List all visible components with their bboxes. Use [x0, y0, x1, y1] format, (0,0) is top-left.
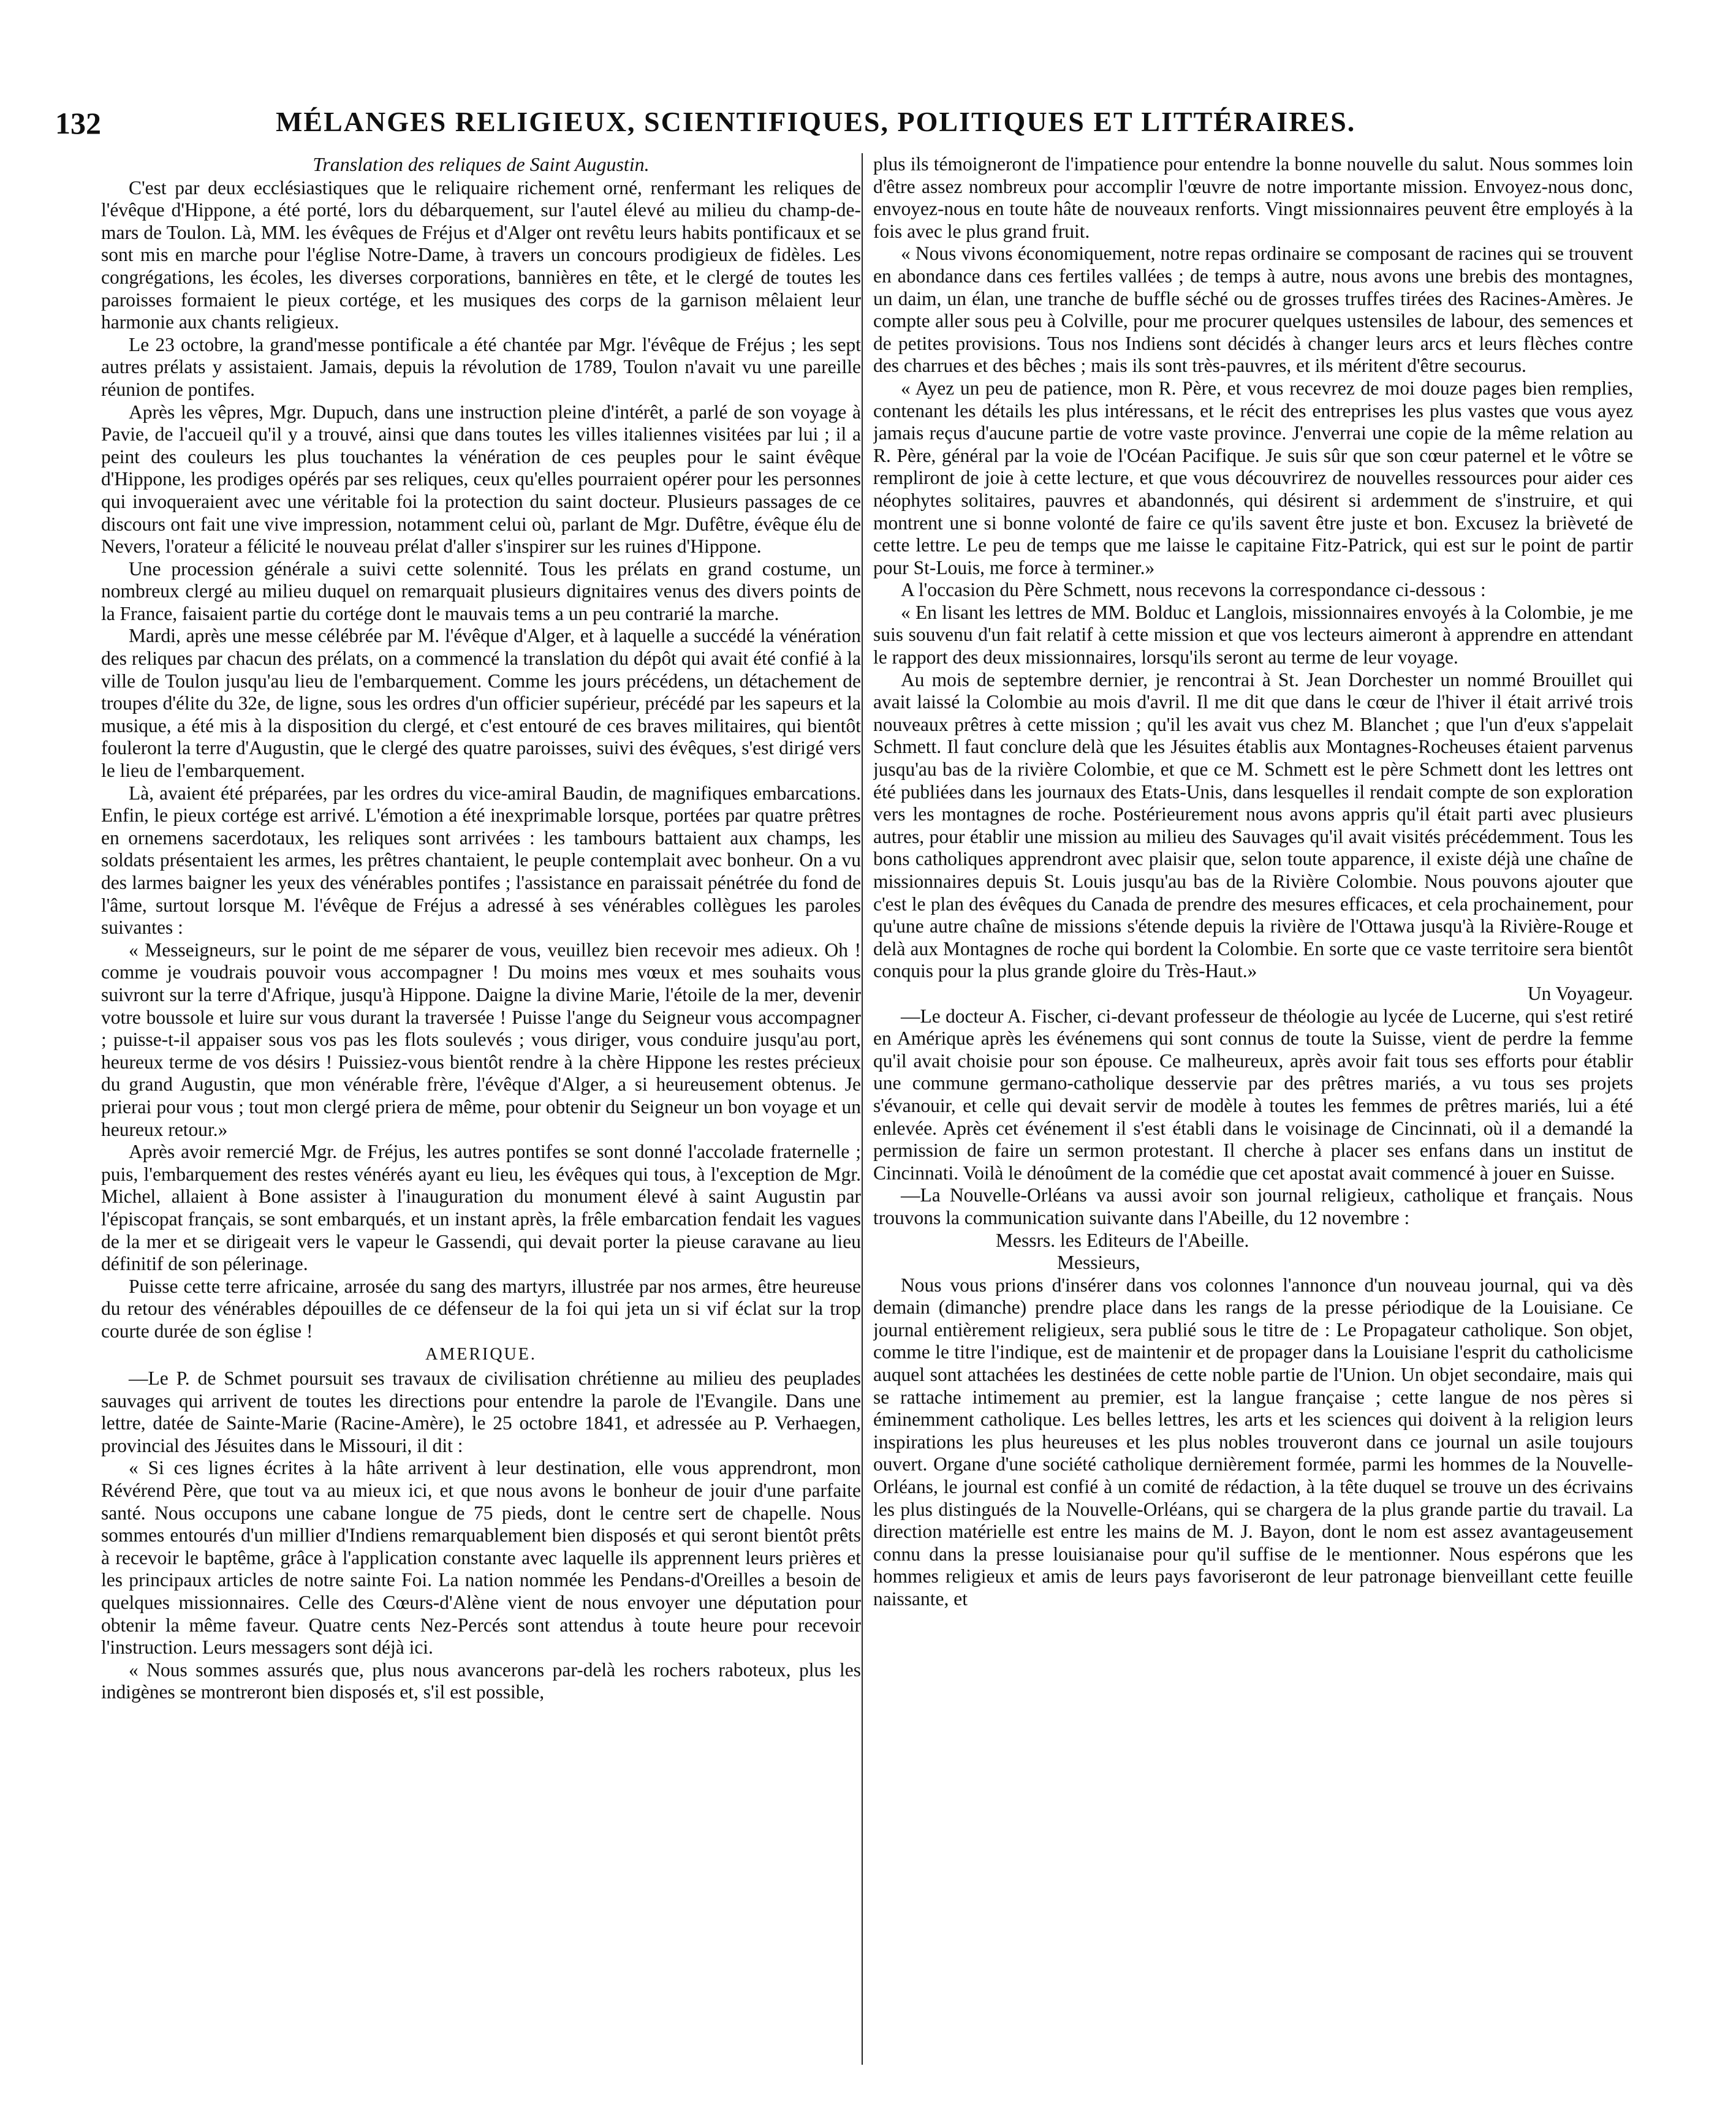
- paragraph: Après les vêpres, Mgr. Dupuch, dans une instruction pleine d'intérêt, a parlé de son voyage à Pavie, de l'accueil qu'il y a trouvé, ainsi que dans toutes les villes italiennes visitées par lui ; il a peint des couleurs les plus touchantes la vénération de ces peuples pour le saint évêque d'Hippone, les prodiges opérés par ses reliques, ceux qu'elles pourraient opérer pour les personnes qui invoqueraient avec une véritable foi la protection du saint docteur. Plusieurs passages de ce discours ont fait une vive impression, notamment celui où, parlant de Mgr. Dufêtre, évêque élu de Nevers, l'orateur a félicité le nouveau prélat d'aller s'inspirer sur les ruines d'Hippone.: [101, 401, 861, 558]
- paragraph: A l'occasion du Père Schmett, nous recevons la correspondance ci-dessous :: [901, 579, 1486, 601]
- section-heading: AMERIQUE.: [425, 1345, 537, 1364]
- paragraph: Après avoir remercié Mgr. de Fréjus, les autres pontifes se sont donné l'accolade fraternelle ; puis, l'embarquement des restes vénérés ayant eu lieu, les évêques qui tous, à l'exception de Mgr. Michel, allaient à Bone assister à l'inauguration du monument élevé à saint Augustin par l'épiscopat français, se sont embarqués, et un instant après, la frêle embarcation fendait les vagues de la mer et se dirigeait vers le vapeur le Gassendi, qui devait porter la pieuse caravane au lieu définitif de son pélerinage.: [101, 1141, 861, 1275]
- paragraph: « Nous vivons économiquement, notre repas ordinaire se composant de racines qui se trouvent en abondance dans ces fertiles vallées ; de temps à autre, nous avons une brebis des montagnes, un daim, un élan, une tranche de buffle séché ou de grosses truffes tirées des Racines-Amères. Je compte aller sous peu à Colville, pour me procurer quelques ustensiles de labour, des semences et de petites provisions. Tous nos Indiens sont décidés à changer leurs arcs et leurs flèches contre des charrues et des bêches ; mais ils sont très-pauvres, et ils méritent d'être secourus.: [873, 243, 1633, 377]
- signature: Un Voyageur.: [1527, 982, 1633, 1004]
- paragraph: « Nous sommes assurés que, plus nous avancerons par-delà les rochers raboteux, plus les indigènes se montreront bien disposés et, s'il est possible,: [101, 1659, 861, 1703]
- paragraph: C'est par deux ecclésiastiques que le reliquaire richement orné, renfermant les reliques de l'évêque d'Hippone, a été porté, lors du débarquement, sur l'autel élevé au milieu du champ-de-mars de Toulon. Là, MM. les évêques de Fréjus et d'Alger ont revêtu leurs habits pontificaux et se sont mis en marche pour l'église Notre-Dame, à travers un concours prodigieux de fidèles. Les congrégations, les écoles, les diverses corporations, bannières en tête, et le clergé de toutes les paroisses formaient le pieux cortége, et les musiques des corps de la garnison mêlaient leur harmonie aux chants religieux.: [101, 176, 861, 333]
- paragraph: —Le docteur A. Fischer, ci-devant professeur de théologie au lycée de Lucerne, qui s'est retiré en Amérique après les événemens qui sont connus de toute la Suisse, vient de perdre la femme qu'il avait choisie pour son épouse. Ce malheureux, après avoir fait tous ses efforts pour établir une commune germano-catholique desservie par des prêtres mariés, a vu tous ses projets s'évanouir, et celle qui devait servir de modèle à toutes les femmes de prêtres mariés, lui a été enlevée. Après cet événement il s'est établi dans le voisinage de Cincinnati, où il a demandé la permission de faire un sermon protestant. Il cherche à placer ses enfans dans un institut de Cincinnati. Voilà le dénoûment de la comédie que cet apostat avait commencé à jouer en Suisse.: [873, 1005, 1633, 1184]
- right-column: [873, 153, 1633, 2065]
- paragraph: Le 23 octobre, la grand'messe pontificale a été chantée par Mgr. l'évêque de Fréjus ; les sept autres prélats y assistaient. Jamais, depuis la révolution de 1789, Toulon n'avait vu une pareille réunion de pontifes.: [101, 333, 861, 400]
- paragraph: Nous vous prions d'insérer dans vos colonnes l'annonce d'un nouveau journal, qui va dès demain (dimanche) prendre place dans les rangs de la presse périodique de la Louisiane. Ce journal entièrement religieux, sera publié sous le titre de : Le Propagateur catholique. Son objet, comme le titre l'indique, est de maintenir et de propager dans la Louisiane l'esprit du catholicisme auquel sont attachées les destinées de cette noble partie de l'Union. Un objet secondaire, mais qui se rattache intimement au premier, est la langue française ; cette langue de nos pères si éminemment catholique. Les belles lettres, les arts et les sciences qui doivent à la religion leurs inspirations les plus heureuses et les plus nobles trouveront dans ce journal un asile toujours ouvert. Organe d'une société catholique dernièrement formée, parmi les hommes de la Nouvelle-Orléans, le journal est confié à un comité de rédaction, à la tête duquel se trouve un des écrivains les plus distingués de la Nouvelle-Orléans, qui se chargera de la plus grande partie du travail. La direction matérielle est entre les mains de M. J. Bayon, dont le nom est assez avantageusement connu dans la presse louisianaise pour qu'il suffise de le mentionner. Nous espérons que les hommes religieux et amis de leurs pays favoriseront de leur patronage bienveillant cette feuille naissante, et: [873, 1274, 1633, 1610]
- page-header: [55, 92, 1710, 153]
- paragraph: plus ils témoigneront de l'impatience pour entendre la bonne nouvelle du salut. Nous sommes loin d'être assez nombreux pour accomplir l'œuvre de notre importante mission. Envoyez-nous donc, envoyez-nous en toute hâte de nouveaux renforts. Vingt missionnaires peuvent être employés à la fois avec le plus grand fruit.: [873, 153, 1633, 242]
- page-title: MÉLANGES RELIGIEUX, SCIENTIFIQUES, POLITIQUES ET LITTÉRAIRES.: [276, 106, 1356, 137]
- salutation: Messrs. les Editeurs de l'Abeille.: [996, 1229, 1249, 1251]
- paragraph: Une procession générale a suivi cette solennité. Tous les prélats en grand costume, un nombreux clergé au milieu duquel on remarquait plusieurs dignitaires venus des divers points de la France, faisaient partie du cortége dont le mauvais tems a un peu contrarié la marche.: [101, 558, 861, 624]
- paragraph: « Messeigneurs, sur le point de me séparer de vous, veuillez bien recevoir mes adieux. Oh ! comme je voudrais pouvoir vous accompagner ! Du moins mes vœux et mes souhaits vous suivront sur la terre d'Afrique, jusqu'à Hippone. Daigne la divine Marie, l'étoile de la mer, devenir votre boussole et luire sur vous durant la traversée ! Puisse l'ange du Seigneur vous accompagner ; puisse-t-il appaiser sous vos pas les flots soulevés ; vous diriger, vous conduire jusqu'au port, heureux terme de vos désirs ! Puissiez-vous bientôt rendre à la chère Hippone les restes précieux du grand Augustin, que mon vénérable frère, l'évêque d'Alger, a si heureusement obtenus. Je prierai pour vous ; tout mon clergé priera de même, pour obtenir du Seigneur un bon voyage et un heureux retour.»: [101, 939, 861, 1140]
- paragraph: « Ayez un peu de patience, mon R. Père, et vous recevrez de moi douze pages bien remplies, contenant les détails les plus intéressans, et le récit des entreprises les plus vastes que vous ayez jamais reçus d'aucune partie de votre vaste province. J'enverrai une copie de la même relation au R. Père, général par la voie de l'Océan Pacifique. Je suis sûr que son cœur paternel et le vôtre se rempliront de joie à cette lecture, et que vous découvrirez de nouvelles ressources pour aider ces néophytes solitaires, pauvres et abandonnés, qui désirent si ardemment de s'instruire, et qui montrent une si bonne volonté de faire ce qu'ils savent être juste et bon. Excusez la brièveté de cette lettre. Le peu de temps que me laisse le capitaine Fitz-Patrick, qui est sur le point de partir pour St-Louis, me force à terminer.»: [873, 377, 1633, 578]
- paragraph: « Si ces lignes écrites à la hâte arrivent à leur destination, elle vous apprendront, mon Révérend Père, que tout va au mieux ici, et que nous avons le bonheur de jouir d'une parfaite santé. Nous occupons une cabane longue de 75 pieds, dont le centre sert de chapelle. Nous sommes entourés d'un millier d'Indiens remarquablement bien disposés et qui seront bientôt prêts à recevoir le baptême, grâce à l'application constante avec laquelle ils apprennent leurs prières et les principaux articles de notre sainte Foi. La nation nommée les Pendans-d'Oreilles a besoin de quelques missionnaires. Celle des Cœurs-d'Alène vient de nous envoyer une députation pour obtenir la même faveur. Quatre cents Nez-Percés sont attendus à toute heure pour recevoir l'instruction. Leurs messagers sont déjà ici.: [101, 1457, 861, 1659]
- page-number: 132: [55, 106, 101, 140]
- paragraph: « En lisant les lettres de MM. Bolduc et Langlois, missionnaires envoyés à la Colombie, je me suis souvenu d'un fait relatif à cette mission et que vos lecteurs aimeront à apprendre en attendant le rapport des deux missionnaires, lorsqu'ils seront au terme de leur voyage.: [873, 601, 1633, 668]
- column-divider: [862, 153, 863, 2065]
- article-heading: Translation des reliques de Saint Augustin.: [313, 153, 650, 175]
- paragraph: Mardi, après une messe célébrée par M. l'évêque d'Alger, et à laquelle a succédé la vénération des reliques par chacun des prélats, on a commencé la translation du dépôt qui avait été confié à la ville de Toulon jusqu'au lieu de l'embarquement. Comme les jours précédens, un détachement de troupes d'élite du 32e, de ligne, sous les ordres d'un officier supérieur, précédé par les sapeurs et la musique, a été mis à la disposition du clergé, et c'est entouré de ces braves militaires, qui bientôt fouleront la terre d'Augustin, que le clergé des quatre paroisses, suivi des évêques, s'est dirigé vers le lieu de l'embarquement.: [101, 625, 861, 782]
- paragraph: —Le P. de Schmet poursuit ses travaux de civilisation chrétienne au milieu des peuplades sauvages qui arrivent de toutes les directions pour entendre la parole de l'Evangile. Dans une lettre, datée de Sainte-Marie (Racine-Amère), le 25 octobre 1841, et adressée au P. Verhaegen, provincial des Jésuites dans le Missouri, il dit :: [101, 1367, 861, 1456]
- salutation: Messieurs,: [1057, 1252, 1140, 1274]
- left-column: [101, 153, 861, 2065]
- paragraph: Au mois de septembre dernier, je rencontrai à St. Jean Dorchester un nommé Brouillet qui avait laissé la Colombie au mois d'avril. Il me dit que dans le cœur de l'hiver il était arrivé trois nouveaux prêtres à cette mission ; qu'il les avait vus chez M. Blanchet ; que l'un d'eux s'appelait Schmett. Il faut conclure delà que les Jésuites établis aux Montagnes-Rocheuses étaient parvenus jusqu'au bas de la rivière Colombie, et que ce M. Schmett est le père Schmett dont les lettres ont été publiées dans les journaux des Etats-Unis, dans lesquelles il rendait compte de son exploration vers les montagnes de roche. Postérieurement nous avons appris qu'il était parti avec plusieurs autres, pour établir une mission au milieu des Sauvages qu'il avait visités précédemment. Tous les bons catholiques apprendront avec plaisir que, selon toute apparence, il existe déjà une chaîne de missionnaires depuis St. Louis jusqu'au bas de la Rivière Colombie. Nous pouvons ajouter que c'est le plan des évêques du Canada de prendre des mesures efficaces, et cela prochainement, pour qu'une autre chaîne de missions s'étende depuis la rivière de l'Ottawa jusqu'à la Rivière-Rouge et delà aux Montagnes de roche qui bordent la Colombie. En sorte que ce vaste territoire sera bientôt conquis pour la plus grande gloire du Très-Haut.»: [873, 668, 1633, 982]
- paragraph: Là, avaient été préparées, par les ordres du vice-amiral Baudin, de magnifiques embarcations. Enfin, le pieux cortége est arrivé. L'émotion a été inexprimable lorsque, portées par quatre prêtres en ornemens sacerdotaux, les reliques sont arrivées : les tambours battaient aux champs, les soldats présentaient les armes, les prêtres chantaient, le peuple contemplait avec bonheur. On a vu des larmes baigner les yeux des vénérables pontifes ; l'assistance en paraissait pénétrée du fond de l'âme, surtout lorsque M. l'évêque de Fréjus a adressé à ses vénérables collègues les paroles suivantes :: [101, 782, 861, 939]
- paragraph: —La Nouvelle-Orléans va aussi avoir son journal religieux, catholique et français. Nous trouvons la communication suivante dans l'Abeille, du 12 novembre :: [873, 1184, 1633, 1228]
- paragraph: Puisse cette terre africaine, arrosée du sang des martyrs, illustrée par nos armes, être heureuse du retour des vénérables dépouilles de ce défenseur de la foi qui jeta un si vif éclat sur la trop courte durée de son église !: [101, 1275, 861, 1342]
